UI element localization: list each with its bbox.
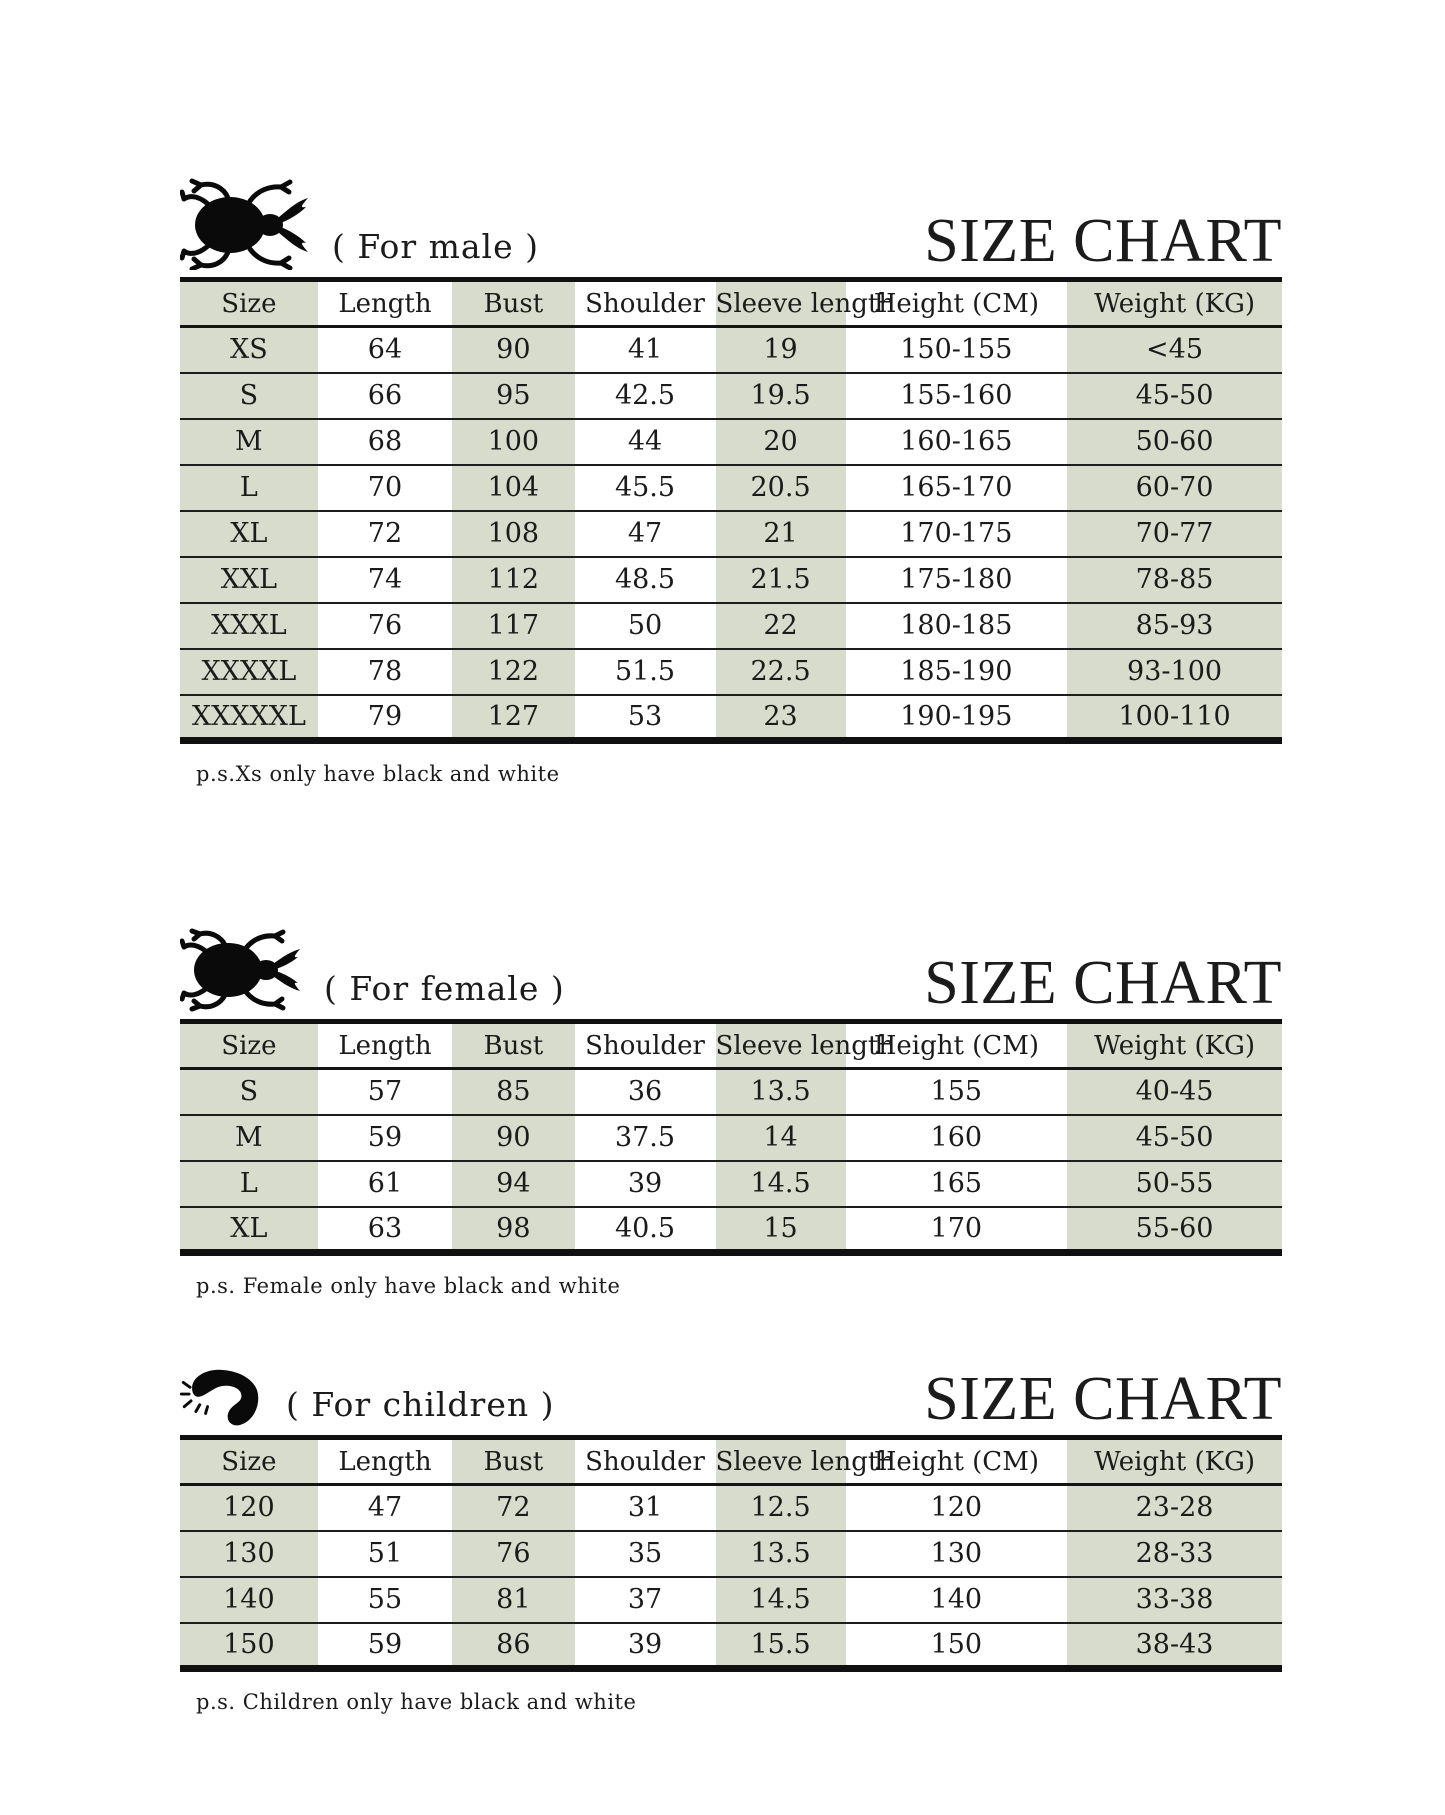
column-header: Shoulder (575, 1438, 716, 1485)
table-cell: 120 (846, 1485, 1068, 1531)
table-cell: 108 (452, 511, 574, 557)
table-cell: 165 (846, 1161, 1068, 1207)
table-cell: 31 (575, 1485, 716, 1531)
column-header: Weight (KG) (1067, 1438, 1282, 1485)
table-cell: L (180, 1161, 318, 1207)
column-header: Bust (452, 280, 574, 327)
table-cell: XXXXXL (180, 695, 318, 741)
table-cell: 72 (452, 1485, 574, 1531)
table-cell: 47 (318, 1485, 452, 1531)
header-row (180, 1022, 1282, 1069)
table-cell: 55 (318, 1577, 452, 1623)
table-cell: 48.5 (575, 557, 716, 603)
size-chart-title: SIZE CHART (924, 1364, 1282, 1433)
table-cell: 140 (180, 1577, 318, 1623)
column-header: Size (180, 280, 318, 327)
size-chart-section-children (180, 1364, 1282, 1714)
table-row (180, 557, 1282, 603)
table-cell: 130 (846, 1531, 1068, 1577)
column-header: Length (318, 1438, 452, 1485)
table-cell: <45 (1067, 327, 1282, 373)
table-cell: 175-180 (846, 557, 1068, 603)
table-row (180, 1531, 1282, 1577)
table-cell: 37.5 (575, 1115, 716, 1161)
table-cell: 20 (716, 419, 846, 465)
table-cell: 50-55 (1067, 1161, 1282, 1207)
table-cell: 78-85 (1067, 557, 1282, 603)
table-cell: 42.5 (575, 373, 716, 419)
table-cell: 64 (318, 327, 452, 373)
table-cell: 23-28 (1067, 1485, 1282, 1531)
table-cell: 45-50 (1067, 373, 1282, 419)
table-cell: 23 (716, 695, 846, 741)
table-cell: 40-45 (1067, 1069, 1282, 1115)
table-cell: 51 (318, 1531, 452, 1577)
table-cell: 94 (452, 1161, 574, 1207)
table-cell: L (180, 465, 318, 511)
table-row (180, 1577, 1282, 1623)
table-note: p.s. Children only have black and white (196, 1690, 637, 1714)
table-row (180, 1115, 1282, 1161)
table-cell: 150 (180, 1623, 318, 1669)
table-cell: XXL (180, 557, 318, 603)
table-cell: 74 (318, 557, 452, 603)
table-cell: 28-33 (1067, 1531, 1282, 1577)
column-header: Sleeve length (716, 1022, 846, 1069)
table-cell: XXXL (180, 603, 318, 649)
table-cell: 19.5 (716, 373, 846, 419)
section-header (180, 1364, 1282, 1433)
table-cell: 127 (452, 695, 574, 741)
table-cell: 70-77 (1067, 511, 1282, 557)
table-cell: 50 (575, 603, 716, 649)
table-cell: 14 (716, 1115, 846, 1161)
table-cell: 122 (452, 649, 574, 695)
table-cell: 98 (452, 1207, 574, 1253)
table-cell: 93-100 (1067, 649, 1282, 695)
table-cell: 165-170 (846, 465, 1068, 511)
table-note: p.s.Xs only have black and white (196, 762, 560, 786)
table-cell: 180-185 (846, 603, 1068, 649)
table-cell: 13.5 (716, 1069, 846, 1115)
table-cell: 61 (318, 1161, 452, 1207)
table-cell: 150-155 (846, 327, 1068, 373)
table-cell: 90 (452, 327, 574, 373)
table-cell: XS (180, 327, 318, 373)
table-cell: 68 (318, 419, 452, 465)
section-label: ( For children ) (286, 1385, 555, 1424)
column-header: Shoulder (575, 280, 716, 327)
table-cell: 33-38 (1067, 1577, 1282, 1623)
table-cell: 81 (452, 1577, 574, 1623)
table-cell: M (180, 1115, 318, 1161)
column-header: Length (318, 280, 452, 327)
table-cell: 55-60 (1067, 1207, 1282, 1253)
column-header: Height (CM) (846, 1438, 1068, 1485)
column-header: Bust (452, 1438, 574, 1485)
table-cell: 112 (452, 557, 574, 603)
larva-children-icon (180, 1364, 268, 1428)
table-row (180, 1623, 1282, 1669)
size-table (180, 1435, 1282, 1672)
table-cell: XL (180, 1207, 318, 1253)
table-cell: XL (180, 511, 318, 557)
beetle-male-icon (180, 178, 314, 270)
column-header: Weight (KG) (1067, 280, 1282, 327)
table-cell: 41 (575, 327, 716, 373)
table-cell: 160 (846, 1115, 1068, 1161)
size-chart-title: SIZE CHART (924, 948, 1282, 1017)
section-label: ( For male ) (332, 227, 540, 266)
table-cell: 85-93 (1067, 603, 1282, 649)
table-cell: 120 (180, 1485, 318, 1531)
table-cell: S (180, 1069, 318, 1115)
table-cell: 39 (575, 1161, 716, 1207)
table-row (180, 1207, 1282, 1253)
table-cell: 140 (846, 1577, 1068, 1623)
table-cell: 39 (575, 1623, 716, 1669)
table-cell: XXXXL (180, 649, 318, 695)
table-cell: 170 (846, 1207, 1068, 1253)
header-row (180, 280, 1282, 327)
table-row (180, 511, 1282, 557)
table-cell: 60-70 (1067, 465, 1282, 511)
table-cell: 38-43 (1067, 1623, 1282, 1669)
table-cell: 14.5 (716, 1161, 846, 1207)
table-row (180, 603, 1282, 649)
table-row (180, 373, 1282, 419)
table-cell: 45-50 (1067, 1115, 1282, 1161)
table-cell: 104 (452, 465, 574, 511)
table-cell: 57 (318, 1069, 452, 1115)
table-cell: 70 (318, 465, 452, 511)
table-cell: 59 (318, 1623, 452, 1669)
section-header (180, 150, 1282, 275)
table-cell: 51.5 (575, 649, 716, 695)
column-header: Sleeve length (716, 280, 846, 327)
table-row (180, 649, 1282, 695)
table-cell: 86 (452, 1623, 574, 1669)
table-cell: 40.5 (575, 1207, 716, 1253)
table-cell: 190-195 (846, 695, 1068, 741)
table-cell: 22.5 (716, 649, 846, 695)
table-cell: 21.5 (716, 557, 846, 603)
table-cell: 76 (452, 1531, 574, 1577)
column-header: Height (CM) (846, 280, 1068, 327)
column-header: Bust (452, 1022, 574, 1069)
table-cell: M (180, 419, 318, 465)
column-header: Height (CM) (846, 1022, 1068, 1069)
table-cell: 44 (575, 419, 716, 465)
table-cell: 15 (716, 1207, 846, 1253)
beetle-female-icon (180, 928, 306, 1012)
column-header: Length (318, 1022, 452, 1069)
table-cell: 185-190 (846, 649, 1068, 695)
table-row (180, 465, 1282, 511)
table-cell: 63 (318, 1207, 452, 1253)
table-cell: 59 (318, 1115, 452, 1161)
table-cell: 155 (846, 1069, 1068, 1115)
table-cell: 50-60 (1067, 419, 1282, 465)
table-row (180, 1485, 1282, 1531)
table-cell: 14.5 (716, 1577, 846, 1623)
table-cell: 100-110 (1067, 695, 1282, 741)
table-cell: S (180, 373, 318, 419)
table-cell: 45.5 (575, 465, 716, 511)
table-cell: 35 (575, 1531, 716, 1577)
table-cell: 117 (452, 603, 574, 649)
table-cell: 21 (716, 511, 846, 557)
table-note: p.s. Female only have black and white (196, 1274, 621, 1298)
table-row (180, 327, 1282, 373)
table-cell: 170-175 (846, 511, 1068, 557)
table-cell: 15.5 (716, 1623, 846, 1669)
table-cell: 13.5 (716, 1531, 846, 1577)
table-cell: 95 (452, 373, 574, 419)
header-row (180, 1438, 1282, 1485)
table-cell: 130 (180, 1531, 318, 1577)
table-cell: 53 (575, 695, 716, 741)
table-cell: 76 (318, 603, 452, 649)
table-cell: 160-165 (846, 419, 1068, 465)
size-chart-title: SIZE CHART (924, 206, 1282, 275)
table-row (180, 419, 1282, 465)
table-cell: 79 (318, 695, 452, 741)
table-cell: 90 (452, 1115, 574, 1161)
size-table (180, 1019, 1282, 1256)
table-cell: 85 (452, 1069, 574, 1115)
table-cell: 72 (318, 511, 452, 557)
column-header: Weight (KG) (1067, 1022, 1282, 1069)
table-cell: 100 (452, 419, 574, 465)
table-cell: 37 (575, 1577, 716, 1623)
size-chart-section-male (180, 150, 1282, 786)
size-table (180, 277, 1282, 744)
table-row (180, 1069, 1282, 1115)
table-row (180, 695, 1282, 741)
table-cell: 19 (716, 327, 846, 373)
table-cell: 66 (318, 373, 452, 419)
table-row (180, 1161, 1282, 1207)
table-cell: 36 (575, 1069, 716, 1115)
section-header (180, 926, 1282, 1017)
column-header: Sleeve length (716, 1438, 846, 1485)
column-header: Size (180, 1438, 318, 1485)
table-cell: 22 (716, 603, 846, 649)
table-cell: 155-160 (846, 373, 1068, 419)
column-header: Shoulder (575, 1022, 716, 1069)
column-header: Size (180, 1022, 318, 1069)
size-chart-section-female (180, 926, 1282, 1298)
table-cell: 12.5 (716, 1485, 846, 1531)
section-label: ( For female ) (324, 969, 565, 1008)
table-cell: 20.5 (716, 465, 846, 511)
table-cell: 150 (846, 1623, 1068, 1669)
table-cell: 47 (575, 511, 716, 557)
table-cell: 78 (318, 649, 452, 695)
